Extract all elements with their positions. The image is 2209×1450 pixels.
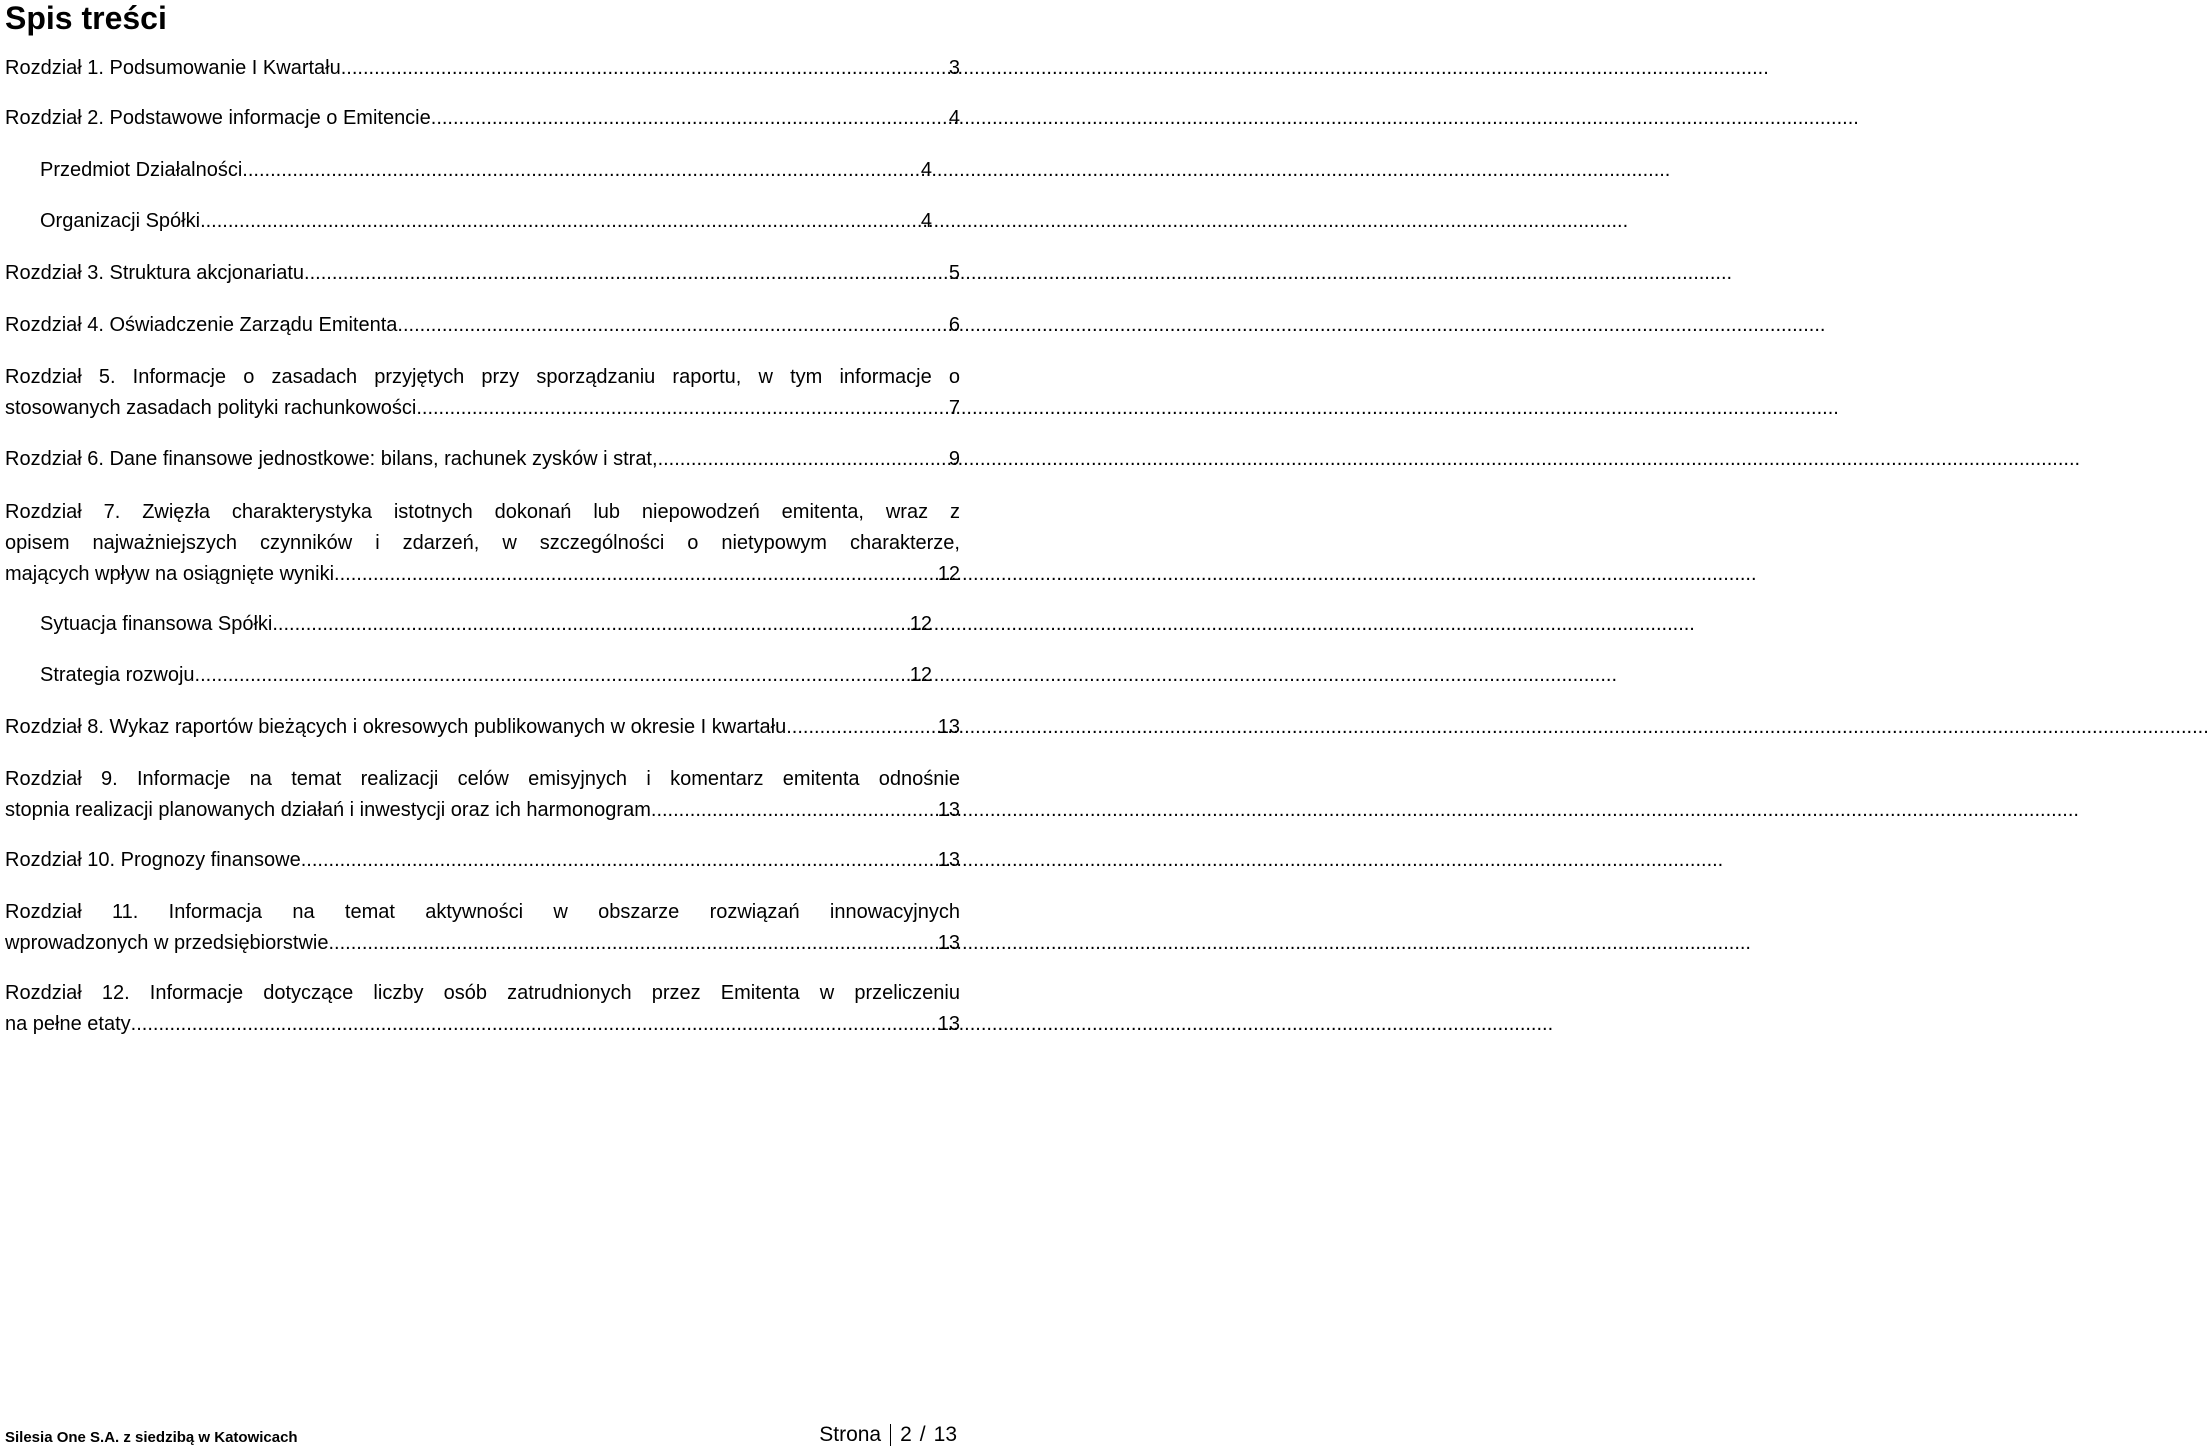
toc-entry-line: Rozdział 9. Informacje na temat realizacji celów emisyjnych i komentarz emitenta odnośnie [5,768,960,790]
toc-entry-line: Rozdział 5. Informacje o zasadach przyjętych przy sporządzaniu raportu, w tym informacje o [5,366,960,388]
toc-entry-r9[interactable] [5,764,960,826]
toc-entry-line: Rozdział 12. Informacje dotyczące liczby osób zatrudnionych przez Emitenta w przeliczeniu [5,982,960,1004]
toc-entry-title: stopnia realizacji planowanych działań i inwestycji oraz ich harmonogram. [5,799,657,821]
toc-entry-r7[interactable] [5,497,960,590]
toc-entry-last-line [40,155,932,186]
toc-entry-r11[interactable] [5,897,960,959]
toc-entry-last-line [5,310,960,341]
toc-page-number: 13 [937,1013,960,1035]
toc-entry-last-line [5,258,960,289]
toc-entry-title: Rozdział 3. Struktura akcjonariatu. [5,262,310,284]
toc-entry-last-line [5,559,960,590]
toc-page-number: 12 [909,613,932,635]
toc-dot-leader [272,609,907,640]
toc-entry-last-line [5,444,960,475]
toc-dot-leader [310,258,947,289]
toc-entry-title: Organizacji Spółki. [40,210,206,232]
toc-dot-leader [206,206,919,237]
toc-entry-last-line [5,845,960,876]
toc-entry-title: Sytuacja finansowa Spółki [40,613,273,635]
toc-entry-line: Rozdział 11. Informacja na temat aktywności w obszarze rozwiązań innowacyjnych [5,901,960,923]
toc-entry-title: Rozdział 6. Dane finansowe jednostkowe: bilans, rachunek zysków i strat, [5,448,658,470]
toc-dot-leader [416,393,947,424]
toc-page-number: 4 [920,210,932,232]
toc-entry-r2b[interactable] [40,206,932,237]
toc-entry-r1[interactable] [5,53,960,84]
toc-entry-r4[interactable] [5,310,960,341]
toc-page-number: 4 [948,107,960,129]
toc-page-number: 6 [948,314,960,336]
toc-dot-leader [656,795,935,826]
toc-entry-last-line [5,712,960,743]
toc-dot-leader [131,1009,936,1040]
toc-entry-last-line [40,609,932,640]
page-title: Spis treści [5,0,167,36]
toc-page-number: 13 [937,932,960,954]
toc-page-number: 5 [948,262,960,284]
toc-entry-title: Rozdział 4. Oświadczenie Zarządu Emitenta. [5,314,403,336]
toc-entry-title: Rozdział 10. Prognozy finansowe [5,849,301,871]
footer-page-label: Strona [819,1423,882,1446]
toc-entry-last-line [5,103,960,134]
toc-dot-leader [301,845,936,876]
toc-entry-title: wprowadzonych w przedsiębiorstwie [5,932,329,954]
toc-entry-r10[interactable] [5,845,960,876]
toc-entry-title: Rozdział 8. Wykaz raportów bieżących i okresowych publikowanych w okresie I kwartału [5,716,787,738]
toc-entry-r7b[interactable] [40,660,932,691]
toc-dot-leader [346,53,947,84]
toc-dot-leader [195,660,908,691]
toc-entry-last-line [40,660,932,691]
toc-entry-line: Rozdział 7. Zwięzła charakterystyka istotnych dokonań lub niepowodzeń emitenta, wraz z [5,501,960,523]
toc-page-number: 12 [909,664,932,686]
footer-page-slash: / [919,1423,926,1446]
toc-entry-title: na pełne etaty [5,1013,131,1035]
toc-entry-title: mających wpływ na osiągnięte wyniki [5,563,335,585]
toc-entry-last-line [5,928,960,959]
toc-entry-title: Strategia rozwoju [40,664,195,686]
toc-dot-leader [786,712,936,743]
toc-dot-leader [403,310,947,341]
toc-entry-last-line [5,795,960,826]
toc-entry-r6[interactable] [5,444,960,475]
toc-entry-last-line [5,393,960,424]
toc-dot-leader [334,559,936,590]
toc-page-number: 12 [937,563,960,585]
toc-entry-line: opisem najważniejszych czynników i zdarzeń, w szczególności o nietypowym charakterze, [5,532,960,554]
toc-entry-last-line [40,206,932,237]
toc-page-number: 13 [937,849,960,871]
toc-entry-title: Rozdział 2. Podstawowe informacje o Emitencie. [5,107,437,129]
footer-page-total: 13 [933,1423,957,1446]
footer-separator [890,1424,891,1446]
toc-entry-r5[interactable] [5,362,960,424]
toc-entry-r3[interactable] [5,258,960,289]
toc-entry-r8[interactable] [5,712,960,743]
toc-entry-r2a[interactable] [40,155,932,186]
toc-dot-leader [328,928,935,959]
toc-page-number: 4 [920,159,932,181]
toc-dot-leader [658,444,947,475]
toc-entry-last-line [5,53,960,84]
toc-entry-title: Rozdział 1. Podsumowanie I Kwartału. [5,57,347,79]
toc-entry-r7a[interactable] [40,609,932,640]
toc-page-number: 9 [948,448,960,470]
footer-company: Silesia One S.A. z siedzibą w Katowicach [5,1429,298,1446]
toc-entry-last-line [5,1009,960,1040]
toc-page-number: 13 [937,716,960,738]
toc-page-number: 3 [948,57,960,79]
toc-page-number: 7 [948,397,960,419]
footer-page-number [819,1422,957,1448]
toc-dot-leader [436,103,947,134]
footer-page-current: 2 [900,1423,912,1446]
toc-dot-leader [248,155,919,186]
toc-entry-title: Przedmiot Działalności. [40,159,248,181]
toc-entry-title: stosowanych zasadach polityki rachunkowości [5,397,417,419]
toc-entry-r2[interactable] [5,103,960,134]
toc-page-number: 13 [937,799,960,821]
toc-entry-r12[interactable] [5,978,960,1040]
